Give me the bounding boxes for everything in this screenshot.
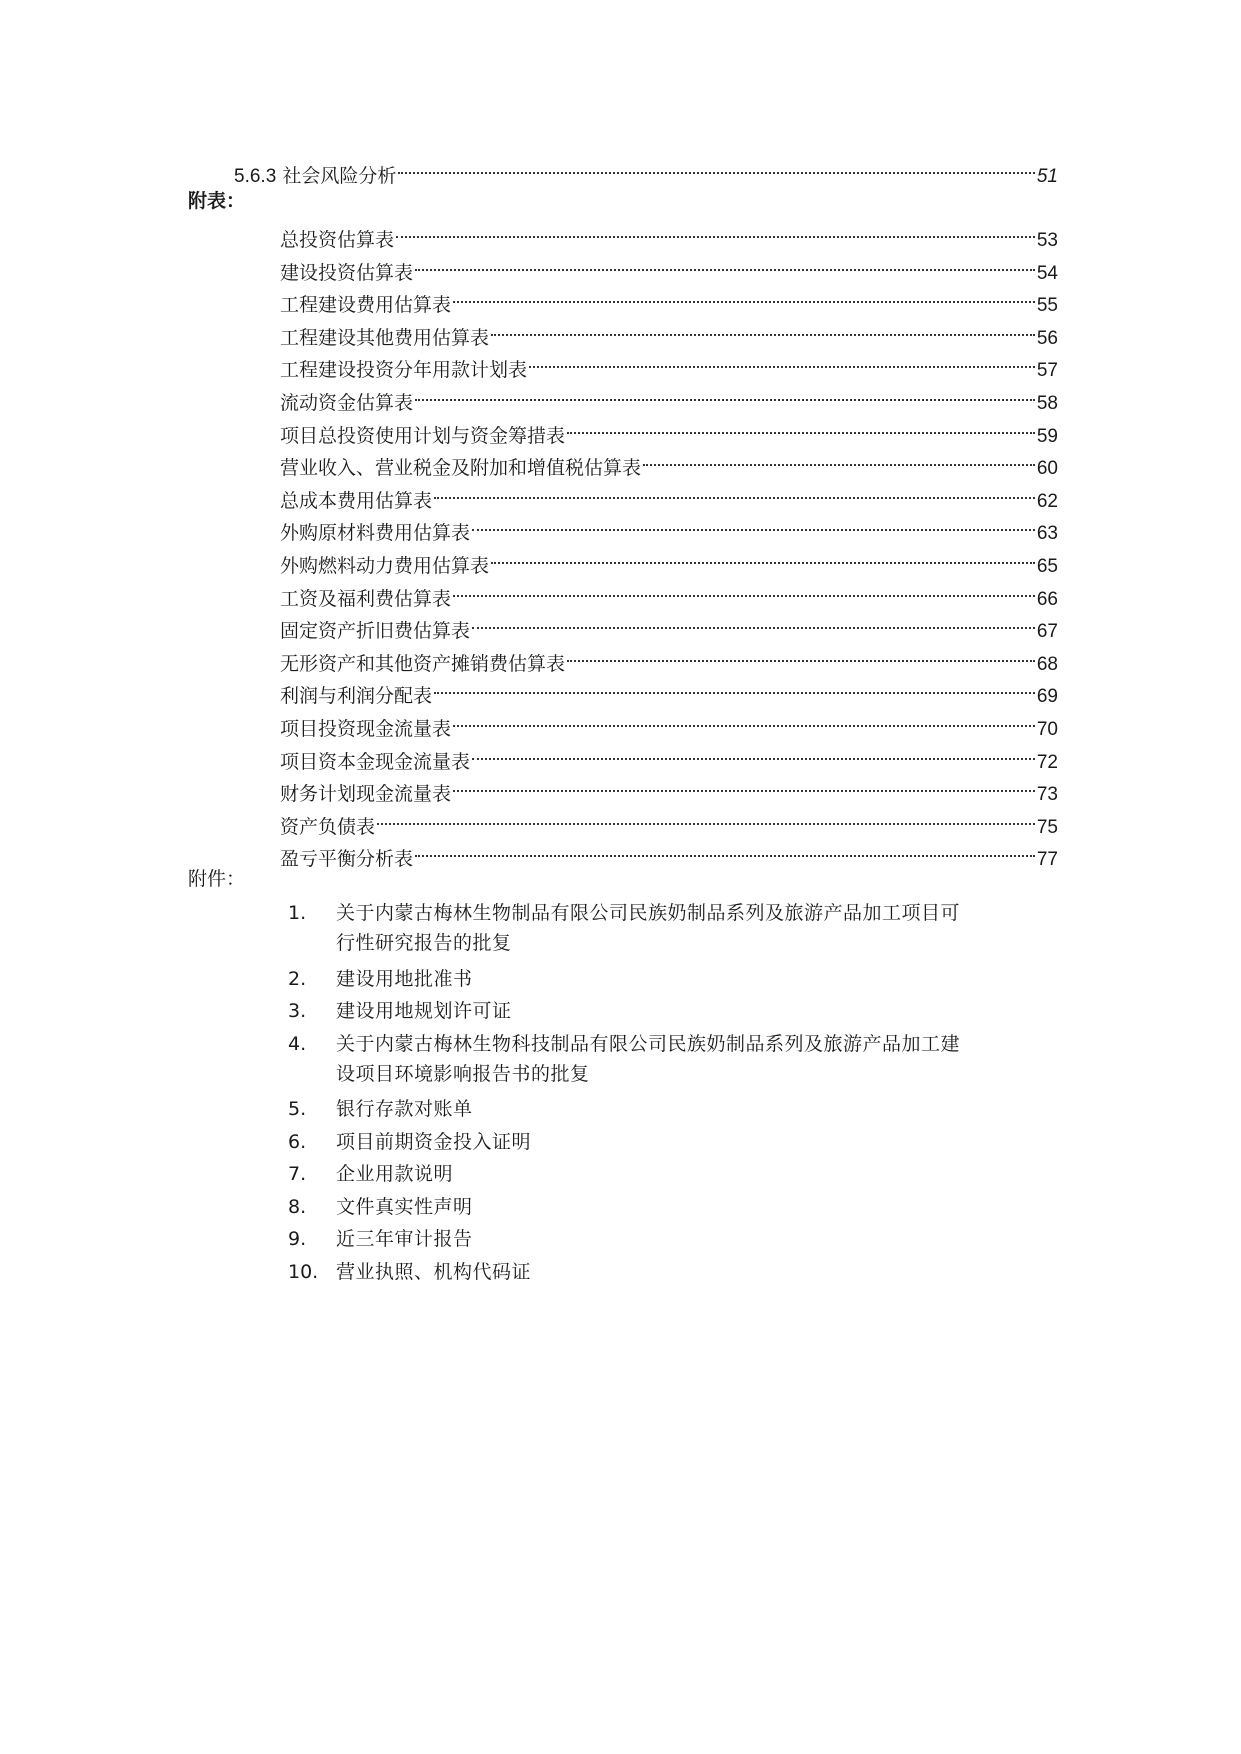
attachment-item[interactable] <box>288 1094 1068 1124</box>
toc-table-label: 外购原材料费用估算表 <box>280 522 471 544</box>
attachment-item[interactable] <box>288 996 1068 1026</box>
toc-table-entry[interactable] <box>280 607 1058 642</box>
attachment-text <box>336 1192 1068 1222</box>
attachment-number: 9. <box>288 1228 307 1250</box>
toc-dot-leader <box>643 444 1035 474</box>
appendix-tables-heading: 附表： <box>188 190 246 212</box>
attachment-item[interactable] <box>288 1192 1068 1222</box>
toc-page-number: 51 <box>1036 166 1058 187</box>
toc-dot-leader <box>434 672 1035 702</box>
toc-page-number: 58 <box>1036 393 1058 414</box>
toc-dot-leader <box>453 770 1035 800</box>
toc-table-label: 工资及福利费估算表 <box>280 588 452 610</box>
toc-table-label: 外购燃料动力费用估算表 <box>280 555 490 577</box>
toc-table-entry[interactable] <box>280 705 1058 740</box>
attachment-text <box>336 996 1068 1026</box>
toc-table-label: 财务计划现金流量表 <box>280 783 452 805</box>
attachment-item[interactable] <box>288 1257 1068 1287</box>
attachment-text-line: 建设用地批准书 <box>336 968 473 990</box>
attachment-text-line: 项目前期资金投入证明 <box>336 1131 532 1153</box>
toc-dot-leader <box>396 216 1035 246</box>
toc-table-label: 资产负债表 <box>280 816 376 838</box>
toc-dot-leader <box>529 346 1035 376</box>
attachment-number: 8. <box>288 1196 307 1218</box>
toc-dot-leader <box>491 542 1035 572</box>
toc-table-label: 项目投资现金流量表 <box>280 718 452 740</box>
toc-page-number: 65 <box>1036 556 1058 577</box>
attachment-item[interactable] <box>288 898 1068 958</box>
toc-table-label: 项目总投资使用计划与资金筹措表 <box>280 425 566 447</box>
attachment-number: 3. <box>288 1000 307 1022</box>
toc-page-number: 77 <box>1036 849 1058 870</box>
toc-entry-5-6-3[interactable] <box>234 152 1058 187</box>
toc-page-number: 59 <box>1036 426 1058 447</box>
attachment-text <box>336 1257 1068 1287</box>
toc-dot-leader <box>453 575 1035 605</box>
toc-table-entry[interactable] <box>280 477 1058 512</box>
toc-dot-leader <box>472 607 1035 637</box>
attachment-text-line: 企业用款说明 <box>336 1163 454 1185</box>
toc-table-entry[interactable] <box>280 803 1058 838</box>
toc-dot-leader <box>377 803 1035 833</box>
toc-page-number: 62 <box>1036 491 1058 512</box>
attachments-heading: 附件： <box>188 868 246 890</box>
toc-dot-leader <box>434 477 1035 507</box>
attachment-number: 5. <box>288 1098 307 1120</box>
attachment-text <box>336 1159 1068 1189</box>
toc-entry-number: 5.6.3 <box>234 166 277 187</box>
toc-page-number: 70 <box>1036 719 1058 740</box>
toc-table-label: 工程建设投资分年用款计划表 <box>280 359 528 381</box>
attachment-number: 1. <box>288 902 307 924</box>
toc-table-entry[interactable] <box>280 672 1058 707</box>
toc-table-label: 建设投资估算表 <box>280 262 414 284</box>
toc-table-entry[interactable] <box>280 444 1058 479</box>
attachment-text <box>336 898 1068 958</box>
attachment-number: 10. <box>288 1261 319 1283</box>
toc-entry-title: 社会风险分析 <box>282 165 397 187</box>
toc-table-label: 工程建设费用估算表 <box>280 294 452 316</box>
toc-dot-leader <box>453 705 1035 735</box>
toc-page-number: 55 <box>1036 295 1058 316</box>
toc-page-number: 72 <box>1036 752 1058 773</box>
toc-table-label: 营业收入、营业税金及附加和增值税估算表 <box>280 457 642 479</box>
attachment-item[interactable] <box>288 1159 1068 1189</box>
toc-table-entry[interactable] <box>280 281 1058 316</box>
toc-table-label: 总成本费用估算表 <box>280 490 433 512</box>
attachment-text <box>336 964 1068 994</box>
attachment-text-line: 设项目环境影响报告书的批复 <box>336 1063 590 1085</box>
toc-page-number: 75 <box>1036 817 1058 838</box>
attachment-number: 4. <box>288 1033 307 1055</box>
toc-table-entry[interactable] <box>280 412 1058 447</box>
toc-dot-leader <box>415 835 1035 865</box>
attachment-text-line: 营业执照、机构代码证 <box>336 1261 532 1283</box>
toc-table-entry[interactable] <box>280 509 1058 544</box>
toc-dot-leader <box>415 379 1035 409</box>
toc-table-label: 总投资估算表 <box>280 229 395 251</box>
toc-dot-leader <box>453 281 1035 311</box>
toc-page-number: 73 <box>1036 784 1058 805</box>
attachment-number: 2. <box>288 968 307 990</box>
toc-dot-leader <box>567 412 1035 442</box>
attachment-text-line: 银行存款对账单 <box>336 1098 473 1120</box>
toc-page-number: 63 <box>1036 523 1058 544</box>
toc-table-label: 无形资产和其他资产摊销费估算表 <box>280 653 566 675</box>
toc-page-number: 53 <box>1036 230 1058 251</box>
toc-table-label: 固定资产折旧费估算表 <box>280 620 471 642</box>
attachment-text <box>336 1029 1068 1089</box>
toc-table-entry[interactable] <box>280 379 1058 414</box>
toc-table-entry[interactable] <box>280 640 1058 675</box>
attachment-item[interactable] <box>288 1224 1068 1254</box>
toc-table-label: 盈亏平衡分析表 <box>280 848 414 870</box>
toc-dot-leader <box>567 640 1035 670</box>
toc-table-entry[interactable] <box>280 346 1058 381</box>
attachment-text-line: 近三年审计报告 <box>336 1228 473 1250</box>
attachment-text-line: 关于内蒙古梅林生物制品有限公司民族奶制品系列及旅游产品加工项目可 <box>336 902 961 924</box>
toc-page-number: 66 <box>1036 589 1058 610</box>
attachment-text-line: 建设用地规划许可证 <box>336 1000 512 1022</box>
attachment-text <box>336 1127 1068 1157</box>
toc-table-entry[interactable] <box>280 770 1058 805</box>
toc-page-number: 54 <box>1036 263 1058 284</box>
attachment-text-line: 行性研究报告的批复 <box>336 932 512 954</box>
toc-table-entry[interactable] <box>280 835 1058 870</box>
toc-table-entry[interactable] <box>280 738 1058 773</box>
toc-table-entry[interactable] <box>280 216 1058 251</box>
attachment-number: 6. <box>288 1131 307 1153</box>
toc-page-number: 57 <box>1036 360 1058 381</box>
attachment-item[interactable] <box>288 1029 1068 1089</box>
toc-dot-leader <box>472 509 1035 539</box>
attachment-text <box>336 1094 1068 1124</box>
toc-table-label: 流动资金估算表 <box>280 392 414 414</box>
attachment-number: 7. <box>288 1163 307 1185</box>
toc-page-number: 69 <box>1036 686 1058 707</box>
toc-dot-leader <box>472 738 1035 768</box>
toc-dot-leader <box>398 152 1035 182</box>
toc-table-label: 利润与利润分配表 <box>280 685 433 707</box>
toc-table-entry[interactable] <box>280 314 1058 349</box>
attachment-text-line: 文件真实性声明 <box>336 1196 473 1218</box>
toc-page-number: 60 <box>1036 458 1058 479</box>
toc-page-number: 68 <box>1036 654 1058 675</box>
toc-table-entry[interactable] <box>280 249 1058 284</box>
toc-page-number: 56 <box>1036 328 1058 349</box>
toc-dot-leader <box>415 249 1035 279</box>
toc-table-entry[interactable] <box>280 542 1058 577</box>
attachment-item[interactable] <box>288 964 1068 994</box>
attachment-text <box>336 1224 1068 1254</box>
toc-table-label: 项目资本金现金流量表 <box>280 751 471 773</box>
toc-entry-label <box>234 161 398 192</box>
toc-table-label: 工程建设其他费用估算表 <box>280 327 490 349</box>
toc-table-entry[interactable] <box>280 575 1058 610</box>
attachment-text-line: 关于内蒙古梅林生物科技制品有限公司民族奶制品系列及旅游产品加工建 <box>336 1033 961 1055</box>
toc-page-number: 67 <box>1036 621 1058 642</box>
toc-dot-leader <box>491 314 1035 344</box>
attachment-item[interactable] <box>288 1127 1068 1157</box>
